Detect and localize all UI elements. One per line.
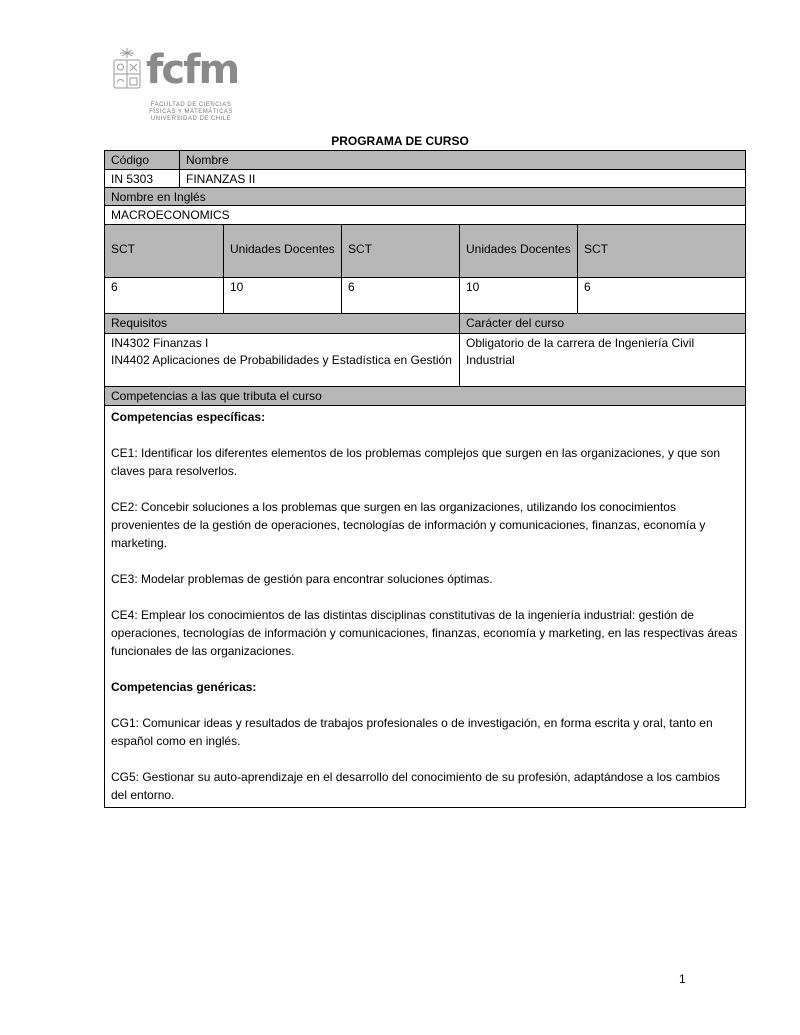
competency-cg1: CG1: Comunicar ideas y resultados de trabajos profesionales o de investigación, en forma escrita y oral, tanto en español como en inglés. xyxy=(111,716,713,748)
requisites-list xyxy=(105,334,459,370)
logo-subtitle: FACULTAD DE CIENCIAS FÍSICAS Y MATEMÁTICAS UNIVERSIDAD DE CHILE xyxy=(149,102,233,122)
code-label: Código xyxy=(105,151,179,169)
character-label: Carácter del curso xyxy=(466,316,565,330)
credits-value-1: 6 xyxy=(111,280,118,294)
page-title: PROGRAMA DE CURSO xyxy=(331,134,469,148)
requisites-label: Requisitos xyxy=(111,316,168,330)
credits-value-3: 6 xyxy=(348,280,355,294)
competency-ce2: CE2: Concebir soluciones a los problemas que surgen en las organizaciones, utilizando los conocimientos provenientes de la gestión de operaciones, tecnologías de información y comunicaciones, finanzas, economía y marketing. xyxy=(111,500,706,550)
course-program-table xyxy=(104,150,746,808)
credits-header-2: Unidades Docentes xyxy=(230,242,335,256)
generic-competencies-heading: Competencias genéricas: xyxy=(111,680,257,694)
credits-header-5: SCT xyxy=(584,242,608,256)
course-name: FINANZAS II xyxy=(186,172,256,186)
credits-header-3: SCT xyxy=(348,242,372,256)
course-code: IN 5303 xyxy=(111,172,154,186)
fcfm-logo xyxy=(106,44,239,128)
competencies-body xyxy=(105,406,745,824)
competency-ce3: CE3: Modelar problemas de gestión para encontrar soluciones óptimas. xyxy=(111,572,493,586)
competencies-label: Competencias a las que tributa el curso xyxy=(105,387,745,405)
course-character: Obligatorio de la carrera de Ingeniería Civil Industrial xyxy=(466,336,695,367)
credits-header-4: Unidades Docentes xyxy=(466,242,571,256)
name-label: Nombre xyxy=(180,151,745,169)
logo-wordmark: fcfm xyxy=(146,47,239,93)
competency-ce4: CE4: Emplear los conocimientos de las distintas disciplinas constitutivas de la ingeniería industrial: gestión de operaciones, tecnologías de información y comunicaciones, finanzas, economía y marketing, en las respectivas áreas funcionales de las organizaciones. xyxy=(111,608,738,658)
page-number: 1 xyxy=(679,972,686,986)
english-name: MACROECONOMICS xyxy=(111,208,230,222)
specific-competencies-heading: Competencias específicas: xyxy=(111,410,266,424)
competency-ce1: CE1: Identificar los diferentes elementos de los problemas complejos que surgen en las organizaciones, y que son claves para resolverlos. xyxy=(111,446,721,478)
requisite-item: IN4302 Finanzas I xyxy=(111,336,209,350)
credits-value-2: 10 xyxy=(230,280,244,294)
requisite-item: IN4402 Aplicaciones de Probabilidades y Estadística en Gestión xyxy=(111,353,452,367)
university-seal-icon xyxy=(108,46,146,96)
credits-value-4: 10 xyxy=(466,280,480,294)
credits-value-5: 6 xyxy=(584,280,591,294)
english-name-label: Nombre en Inglés xyxy=(105,188,745,205)
competency-cg5: CG5: Gestionar su auto-aprendizaje en el desarrollo del conocimiento de su profesión, adaptándose a los cambios del entorno. xyxy=(111,770,721,802)
credits-header-1: SCT xyxy=(111,242,135,256)
